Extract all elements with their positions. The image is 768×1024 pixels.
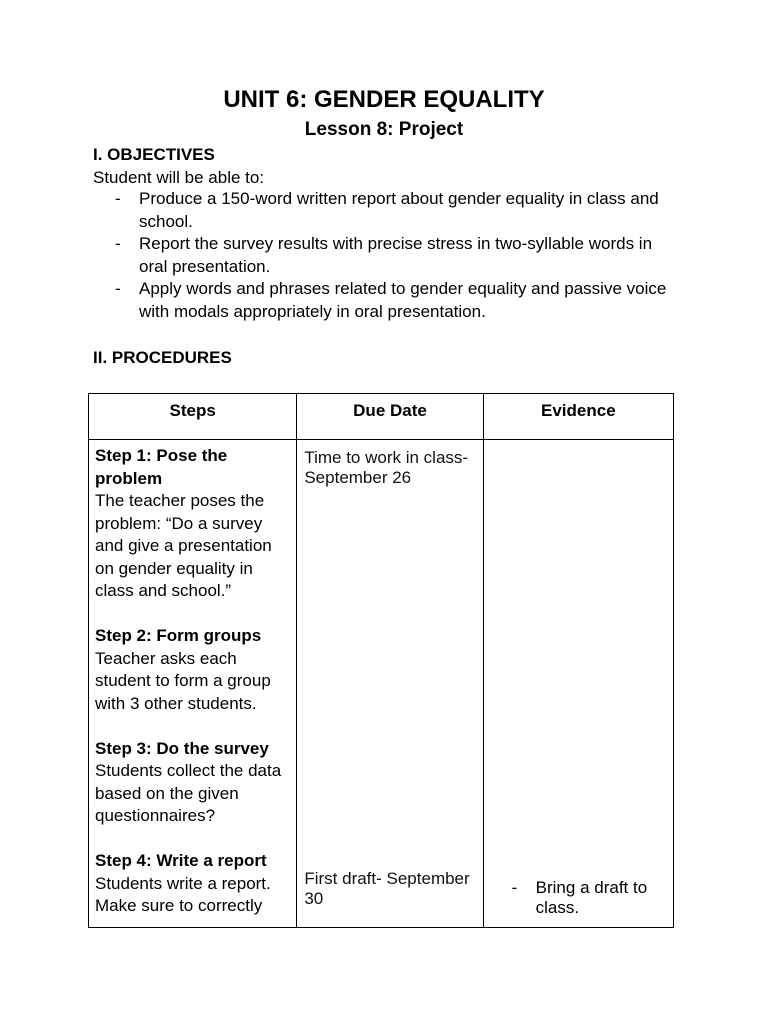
objective-item bbox=[93, 233, 683, 278]
list-dash: - bbox=[115, 234, 121, 253]
table-row bbox=[89, 440, 674, 928]
column-header-steps: Steps bbox=[89, 394, 297, 440]
objective-text: Produce a 150-word written report about gender equality in class and school. bbox=[139, 189, 659, 231]
due-date-cell bbox=[297, 440, 483, 928]
page-title: UNIT 6: GENDER EQUALITY bbox=[223, 86, 545, 113]
step-title: Step 3: Do the survey bbox=[95, 738, 269, 758]
column-header-evidence: Evidence bbox=[483, 394, 673, 440]
objective-item bbox=[93, 188, 683, 233]
procedures-table bbox=[88, 393, 674, 928]
list-dash: - bbox=[511, 878, 518, 897]
objectives-intro: Student will be able to: bbox=[93, 168, 265, 187]
list-dash: - bbox=[115, 189, 121, 208]
table-header-row bbox=[89, 394, 674, 440]
step-text: Students collect the data based on the given questionnaires? bbox=[95, 761, 282, 825]
step-text: The teacher poses the problem: “Do a survey and give a presentation on gender equality in class and school.” bbox=[95, 491, 272, 600]
evidence-item bbox=[512, 878, 686, 918]
evidence-text: Bring a draft to class. bbox=[535, 878, 648, 917]
objectives-list bbox=[93, 188, 683, 323]
objective-text: Apply words and phrases related to gender equality and passive voice with modals appropriately in oral presentation. bbox=[139, 279, 667, 321]
step-title: Step 2: Form groups bbox=[95, 626, 262, 645]
evidence-cell bbox=[483, 440, 673, 928]
column-header-due-date: Due Date bbox=[297, 394, 483, 440]
due-date-text: Time to work in class- September 26 bbox=[304, 448, 469, 487]
step-text: Teacher asks each student to form a group with 3 other students. bbox=[95, 648, 271, 713]
step-block bbox=[95, 625, 290, 715]
due-date-text: First draft- September 30 bbox=[304, 869, 470, 908]
procedures-heading: II. PROCEDURES bbox=[93, 348, 232, 367]
objective-text: Report the survey results with precise stress in two-syllable words in oral presentation. bbox=[139, 234, 653, 276]
steps-cell bbox=[89, 440, 297, 928]
step-block bbox=[95, 738, 290, 828]
lesson-subtitle: Lesson 8: Project bbox=[304, 119, 464, 140]
step-text: Students write a report. Make sure to correctly bbox=[95, 873, 271, 915]
list-dash: - bbox=[115, 279, 121, 298]
step-title: Step 1: Pose the problem bbox=[95, 446, 228, 488]
step-block bbox=[95, 445, 290, 603]
step-block bbox=[95, 850, 290, 918]
objectives-heading: I. OBJECTIVES bbox=[93, 145, 215, 164]
objective-item bbox=[93, 278, 683, 323]
step-title: Step 4: Write a report bbox=[95, 851, 267, 870]
